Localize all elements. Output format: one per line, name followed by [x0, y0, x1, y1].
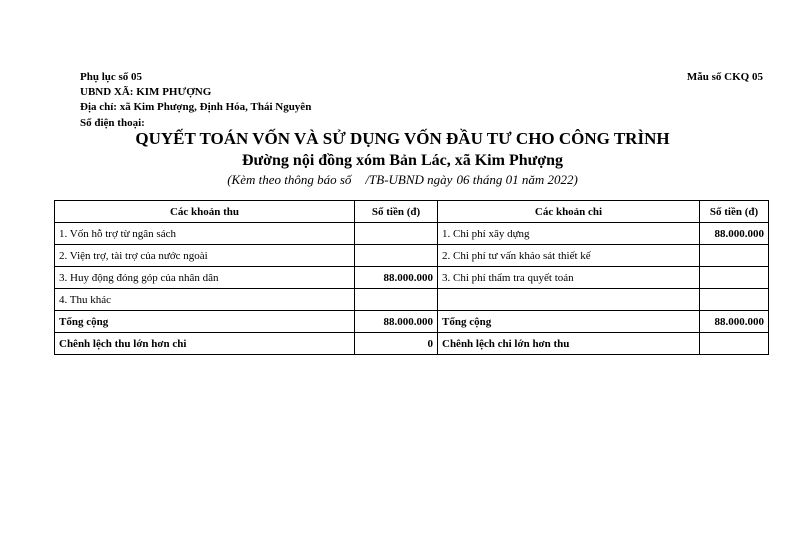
expense-amount [700, 267, 769, 289]
agency-name: UBND XÃ: KIM PHƯỢNG [80, 86, 212, 98]
expense-item: 2. Chi phí tư vấn khảo sát thiết kế [438, 245, 700, 267]
expense-total-amount: 88.000.000 [700, 311, 769, 333]
document-title: QUYẾT TOÁN VỐN VÀ SỬ DỤNG VỐN ĐẦU TƯ CHO CÔNG TRÌNH [135, 129, 670, 148]
reference-note-part2: /TB-UBND ngày [365, 172, 453, 187]
project-name: Đường nội đồng xóm Bản Lác, xã Kim Phượng [242, 152, 563, 169]
difference-row [55, 333, 769, 355]
income-amount-header: Số tiền (đ) [355, 201, 438, 223]
income-amount [355, 289, 438, 311]
total-row [55, 311, 769, 333]
reference-note [0, 172, 805, 188]
agency-address: Địa chỉ: xã Kim Phượng, Định Hóa, Thái Nguyên [80, 101, 312, 113]
expense-item: 1. Chi phí xây dựng [438, 223, 700, 245]
income-difference-amount: 0 [355, 333, 438, 355]
expense-amount [700, 289, 769, 311]
expense-total-label: Tổng cộng [438, 311, 700, 333]
income-item: 4. Thu khác [55, 289, 355, 311]
appendix-label: Phụ lục số 05 [80, 71, 143, 83]
income-item: 3. Huy động đóng góp của nhân dân [55, 267, 355, 289]
table-row [55, 289, 769, 311]
expense-amount [700, 245, 769, 267]
agency-phone: Số điện thoại: [80, 117, 145, 129]
expense-amount-header: Số tiền (đ) [700, 201, 769, 223]
table-row [55, 267, 769, 289]
settlement-table [54, 200, 769, 355]
reference-note-part1: (Kèm theo thông báo số [227, 172, 352, 187]
income-total-label: Tổng cộng [55, 311, 355, 333]
table-row [55, 223, 769, 245]
income-amount [355, 223, 438, 245]
expense-item [438, 289, 700, 311]
form-code: Mẫu số CKQ 05 [686, 71, 763, 83]
expense-difference-amount [700, 333, 769, 355]
income-amount [355, 245, 438, 267]
income-header: Các khoản thu [55, 201, 355, 223]
expense-item: 3. Chi phí thẩm tra quyết toán [438, 267, 700, 289]
expense-difference-label: Chênh lệch chi lớn hơn thu [438, 333, 700, 355]
table-header-row [55, 201, 769, 223]
income-amount: 88.000.000 [355, 267, 438, 289]
reference-note-part3: 06 tháng 01 năm 2022) [456, 172, 578, 187]
expense-amount: 88.000.000 [700, 223, 769, 245]
table-row [55, 245, 769, 267]
income-difference-label: Chênh lệch thu lớn hơn chi [55, 333, 355, 355]
income-item: 1. Vốn hỗ trợ từ ngân sách [55, 223, 355, 245]
expense-header: Các khoản chi [438, 201, 700, 223]
income-total-amount: 88.000.000 [355, 311, 438, 333]
income-item: 2. Viện trợ, tài trợ của nước ngoài [55, 245, 355, 267]
